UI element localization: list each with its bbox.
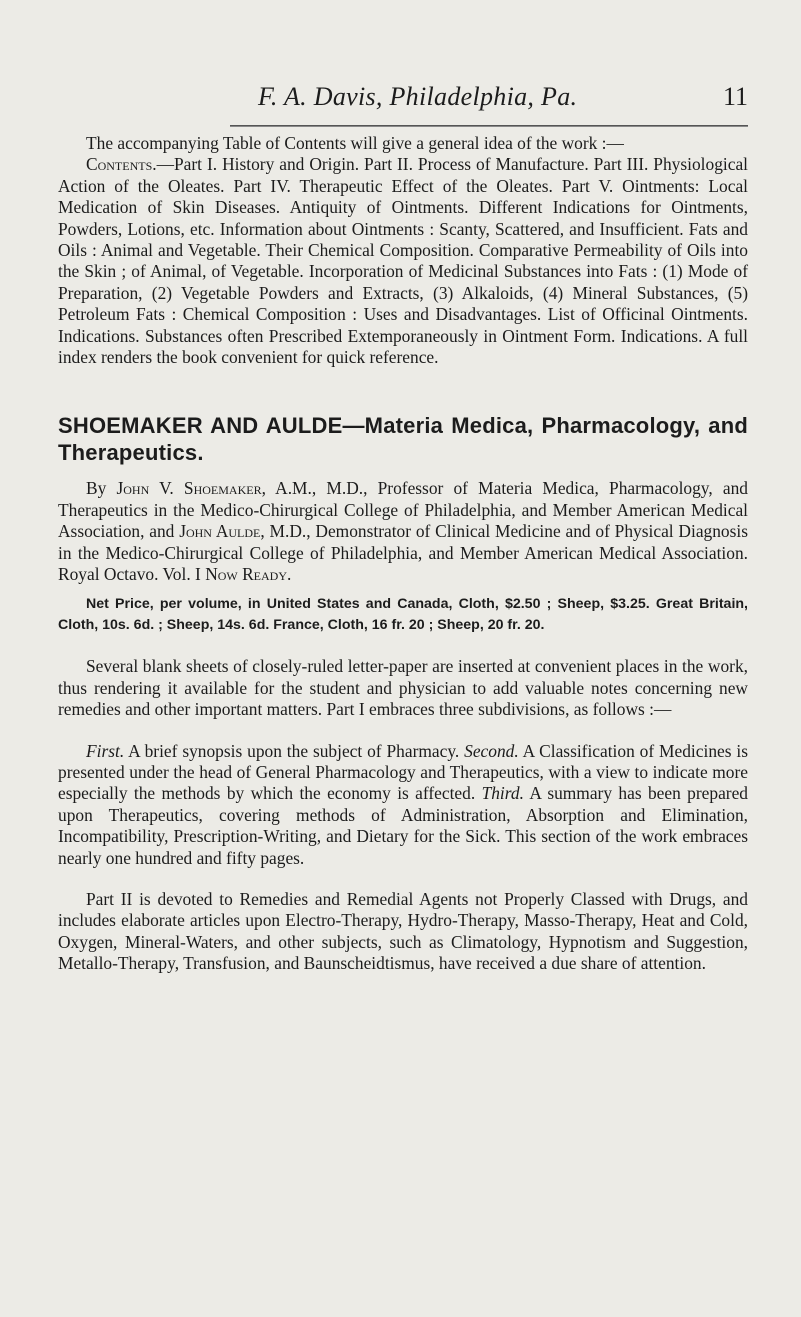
part-two-paragraph: Part II is devoted to Remedies and Remedial Agents not Properly Classed with Drugs, and includes elaborate articles upon Electro-Therapy, Hydro-Therapy, Masso-Therapy, Heat and Cold, Oxygen, Mineral-Waters, and other subjects, such as Climatology, Hypnotism and Suggestion, Metallo-Therapy, Transfusion, and Baunscheidtismus, have received a due share of attention. bbox=[58, 888, 748, 974]
page-header bbox=[58, 82, 748, 122]
availability-status: Now Ready. bbox=[205, 564, 292, 585]
price-paragraph: Net Price, per volume, in United States and Canada, Cloth, $2.50 ; Sheep, $3.25. Great Britain, Cloth, 10s. 6d. ; Sheep, 14s. 6d. France, Cloth, 16 fr. 20 ; Sheep, 20 fr. 20. bbox=[58, 595, 748, 633]
first-label: First. bbox=[86, 740, 125, 761]
author-aulde: John Aulde bbox=[179, 521, 261, 542]
author-shoemaker: John V. Shoemaker bbox=[116, 478, 262, 499]
author-paragraph bbox=[58, 478, 748, 585]
contents-paragraph bbox=[58, 154, 748, 368]
page-body bbox=[58, 133, 748, 975]
author-shoemaker-desc: , A.M., M.D., Professor of Materia Medica, Pharmacology, and Therapeutics in the Medico-Chirurgical College of Philadelphia, and Member American Medical Association, and bbox=[58, 478, 748, 542]
intro-paragraph: The accompanying Table of Contents will give a general idea of the work :— bbox=[86, 133, 624, 153]
subdivisions-paragraph bbox=[58, 741, 748, 869]
first-text: A brief synopsis upon the subject of Pharmacy. bbox=[124, 740, 465, 761]
contents-text: —Part I. History and Origin. Part II. Process of Manufacture. Part III. Physiological Action of the Oleates. Part IV. Therapeutic Effect of the Oleates. Part V. Ointments: Local Medication of Skin Diseases. Antiquity of Ointments. Different Indications for Ointments, Powders, Lotions, etc. Information about Ointments : Scanty, Scattered, and Insufficient. Fats and Oils : Animal and Vegetable. Their Chemical Composition. Comparative Permeability of Oils into the Skin ; of Animal, of Vegetable. Incorporation of Medicinal Substances into Fats : (1) Mode of Preparation, (2) Vegetable Powders and Extracts, (3) Alkaloids, (4) Mineral Substances, (5) Petroleum Fats : Chemical Composition : Uses and Disadvantages. List of Officinal Ointments. Indications. Substances often Prescribed Extemporaneously in Ointment Form. Indications. A full index renders the book convenient for quick reference. bbox=[58, 154, 748, 368]
third-label: Third. bbox=[481, 783, 524, 804]
running-title: F. A. Davis, Philadelphia, Pa. bbox=[258, 82, 578, 111]
second-label: Second. bbox=[464, 740, 519, 761]
third-text: A summary has been prepared upon Therapeutics, covering methods of Administration, Absorption and Elimination, Incompatibility, Prescription-Writing, and Dietary for the Sick. This section of the work embraces nearly one hundred and fifty pages. bbox=[58, 783, 748, 868]
blank-sheets-paragraph: Several blank sheets of closely-ruled letter-paper are inserted at convenient places in the work, thus rendering it available for the student and physician to add valuable notes concerning new remedies and other important matters. Part I embraces three subdivisions, as follows :— bbox=[58, 656, 748, 720]
by-word: By bbox=[86, 478, 107, 499]
book-title: SHOEMAKER AND AULDE—Materia Medica, Pharmacology, and Therapeutics. bbox=[58, 413, 748, 466]
author-aulde-desc: , M.D., Demonstrator of Clinical Medicine and of Physical Diagnosis in the Medico-Chirurgical College of Philadelphia, and Member American Medical Association. Royal Octavo. Vol. I bbox=[58, 521, 748, 585]
second-text: A Classification of Medicines is presented under the head of General Pharmacology and Therapeutics, with a view to indicate more especially the methods by which the economy is affected. bbox=[58, 740, 748, 804]
header-rule bbox=[230, 125, 748, 127]
page-number: 11 bbox=[722, 82, 748, 111]
contents-label: Contents. bbox=[86, 154, 157, 175]
